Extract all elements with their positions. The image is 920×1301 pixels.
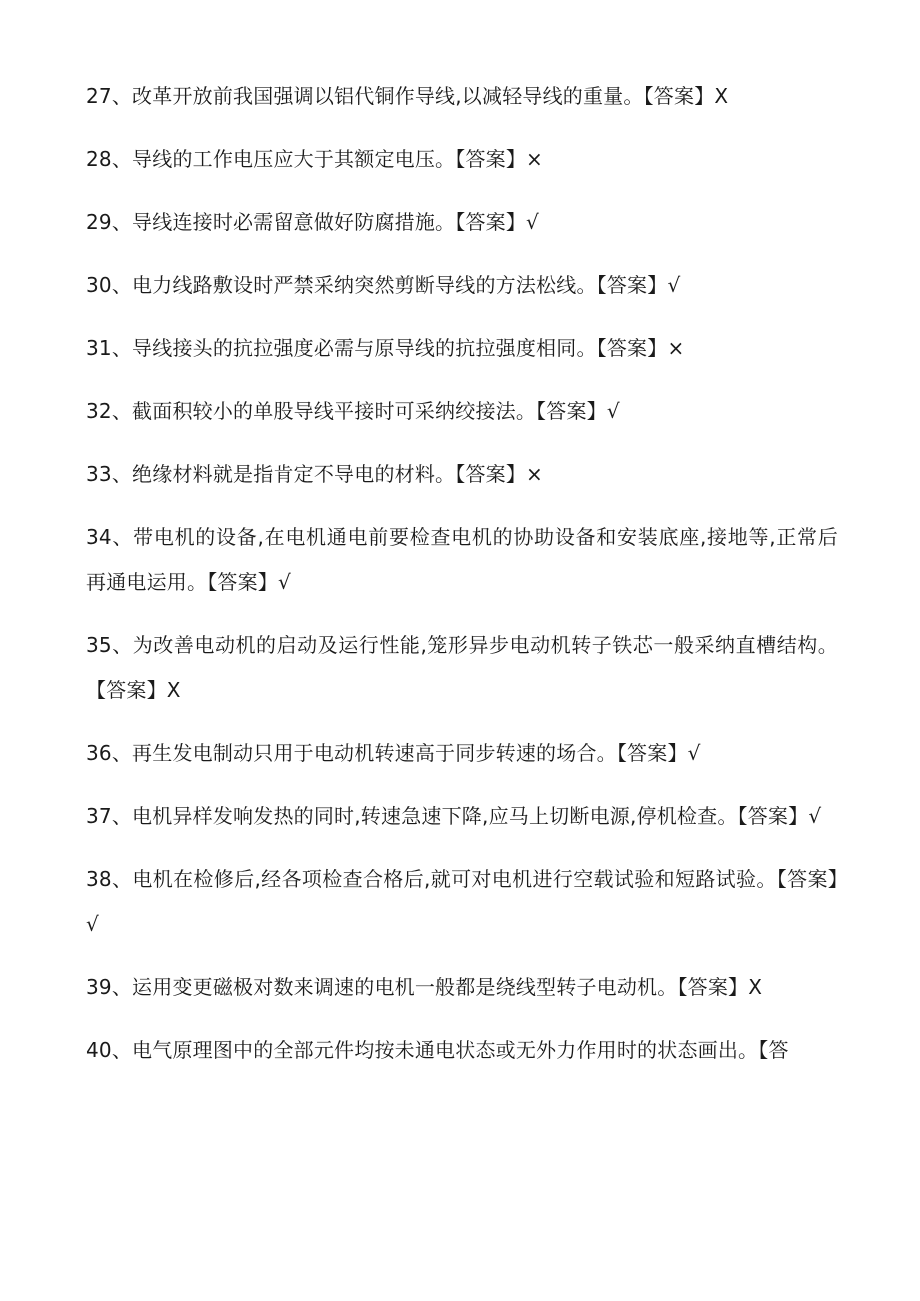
question-item-40: 40、电气原理图中的全部元件均按未通电状态或无外力作用时的状态画出。【答 — [86, 1038, 789, 1062]
question-item-38: 38、电机在检修后,经各项检查合格后,就可对电机进行空载试验和短路试验。【答案】√ — [86, 867, 838, 936]
question-item-28: 28、导线的工作电压应大于其额定电压。【答案】× — [86, 147, 544, 171]
question-item-35: 35、为改善电动机的启动及运行性能,笼形异步电动机转子铁芯一般采纳直槽结构。【答案】X — [86, 633, 838, 702]
question-item-31: 31、导线接头的抗拉强度必需与原导线的抗拉强度相同。【答案】× — [86, 336, 685, 360]
question-item-37: 37、电机异样发响发热的同时,转速急速下降,应马上切断电源,停机检查。【答案】√ — [86, 804, 822, 828]
question-item-33: 33、绝缘材料就是指肯定不导电的材料。【答案】× — [86, 462, 544, 486]
question-item-34: 34、带电机的设备,在电机通电前要检查电机的协助设备和安装底座,接地等,正常后再通电运用。【答案】√ — [86, 525, 838, 594]
question-item-29: 29、导线连接时必需留意做好防腐措施。【答案】√ — [86, 210, 539, 234]
question-item-30: 30、电力线路敷设时严禁采纳突然剪断导线的方法松线。【答案】√ — [86, 273, 681, 297]
question-item-39: 39、运用变更磁极对数来调速的电机一般都是绕线型转子电动机。【答案】X — [86, 975, 763, 999]
question-item-36: 36、再生发电制动只用于电动机转速高于同步转速的场合。【答案】√ — [86, 741, 701, 765]
question-item-27: 27、改革开放前我国强调以铝代铜作导线,以减轻导线的重量。【答案】X — [86, 84, 729, 108]
question-list — [86, 74, 838, 1073]
question-item-32: 32、截面积较小的单股导线平接时可采纳绞接法。【答案】√ — [86, 399, 620, 423]
